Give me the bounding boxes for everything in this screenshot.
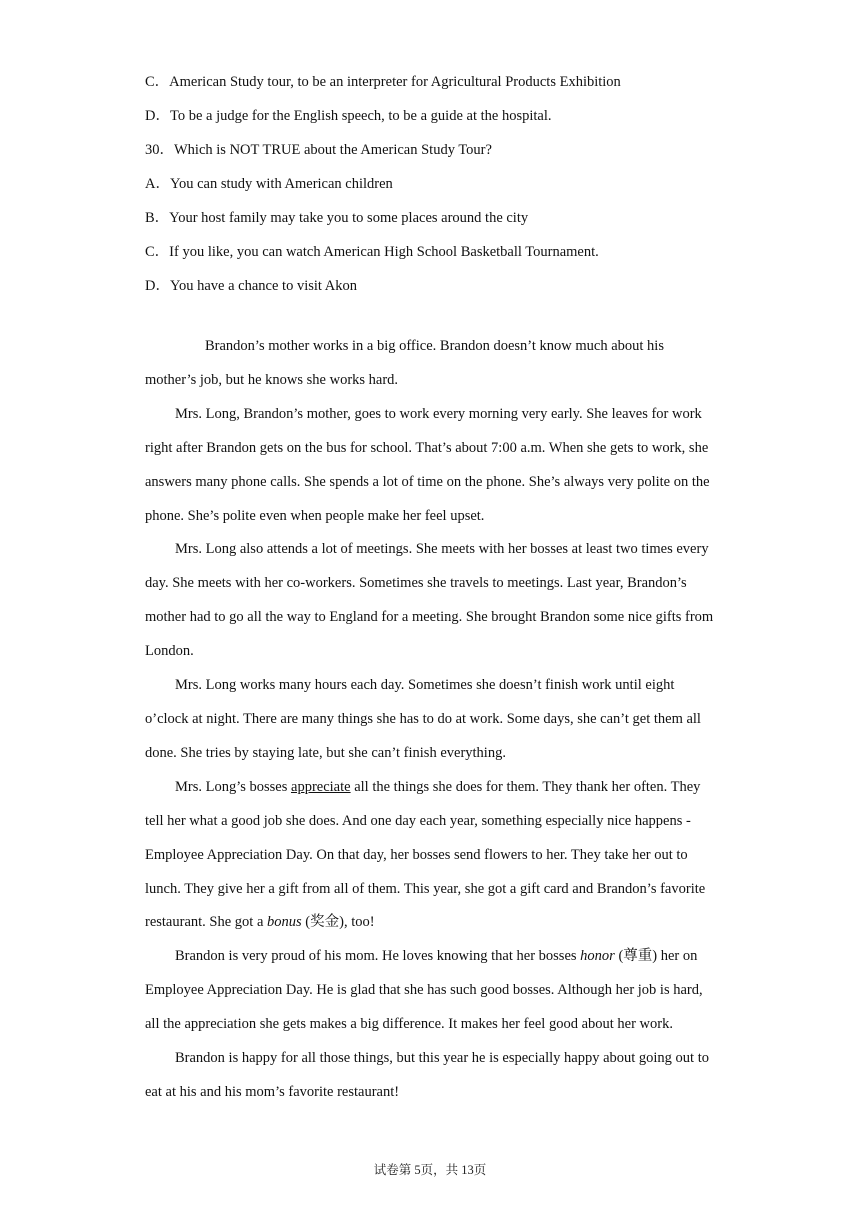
passage-paragraph: Mrs. Long works many hours each day. Sometimes she doesn’t finish work until eight o’clock at night. There are many things she has to do at work. Some days, she can’t get them all done. She tries by staying late, but she can’t finish everything. <box>145 677 701 761</box>
reading-passage <box>145 330 717 1110</box>
page-footer: 试卷第 5页，共 13页 <box>373 1163 487 1177</box>
question-30-option-c: C．If you like, you can watch American High School Basketball Tournament. <box>145 244 599 260</box>
underlined-word: appreciate <box>291 778 351 795</box>
passage-text: Mrs. Long’s bosses <box>175 778 292 795</box>
option-d-prev: D．To be a judge for the English speech, to be a guide at the hospital. <box>145 108 552 124</box>
question-30-stem: 30．Which is NOT TRUE about the American Study Tour? <box>145 142 492 158</box>
question-30-option-a: A．You can study with American children <box>145 176 393 192</box>
passage-text: (奖金), too! <box>301 914 375 931</box>
passage-paragraph: Mrs. Long also attends a lot of meetings. She meets with her bosses at least two times every day. She meets with her co-workers. Sometimes she travels to meetings. Last year, Brandon’s mother had to go all the way to England for a meeting. She brought Brandon some nice gifts from London. <box>145 541 714 660</box>
question-options-block <box>145 72 725 310</box>
passage-text: all the things she does for them. They thank her often. They tell her what a good job she does. And one day each year, something especially nice happens - Employee Appreciation Day. On that day, her bosses send flowers to her. They take her out to lunch. They give her a gift from all of them. This year, she got a gift card and Brandon’s favorite restaurant. She got a <box>145 778 706 931</box>
passage-paragraph: Brandon is happy for all those things, but this year he is especially happy about going out to eat at his and his mom’s favorite restaurant! <box>145 1050 709 1100</box>
question-30-option-b: B．Your host family may take you to some places around the city <box>145 210 529 226</box>
passage-paragraph: Mrs. Long, Brandon’s mother, goes to work every morning very early. She leaves for work right after Brandon gets on the bus for school. That’s about 7:00 a.m. When she gets to work, she answers many phone calls. She spends a lot of time on the phone. She’s always very polite on the phone. She’s polite even when people make her feel upset. <box>145 405 710 524</box>
passage-text: Brandon is very proud of his mom. He loves knowing that her bosses <box>175 948 581 965</box>
italic-word: bonus <box>267 914 302 931</box>
passage-text: (尊重) her on Employee Appreciation Day. He is glad that she has such good bosses. Although her job is hard, all the appreciation she gets makes a big difference. It makes her feel good about her work. <box>145 948 703 1033</box>
passage-paragraph: Brandon’s mother works in a big office. Brandon doesn’t know much about his mother’s job, but he knows she works hard. <box>145 338 664 388</box>
question-30-option-d: D．You have a chance to visit Akon <box>145 278 357 294</box>
passage-paragraph <box>145 771 717 941</box>
option-c-prev: C．American Study tour, to be an interpreter for Agricultural Products Exhibition <box>145 74 621 90</box>
italic-word: honor <box>580 948 615 965</box>
passage-paragraph <box>145 940 717 1042</box>
